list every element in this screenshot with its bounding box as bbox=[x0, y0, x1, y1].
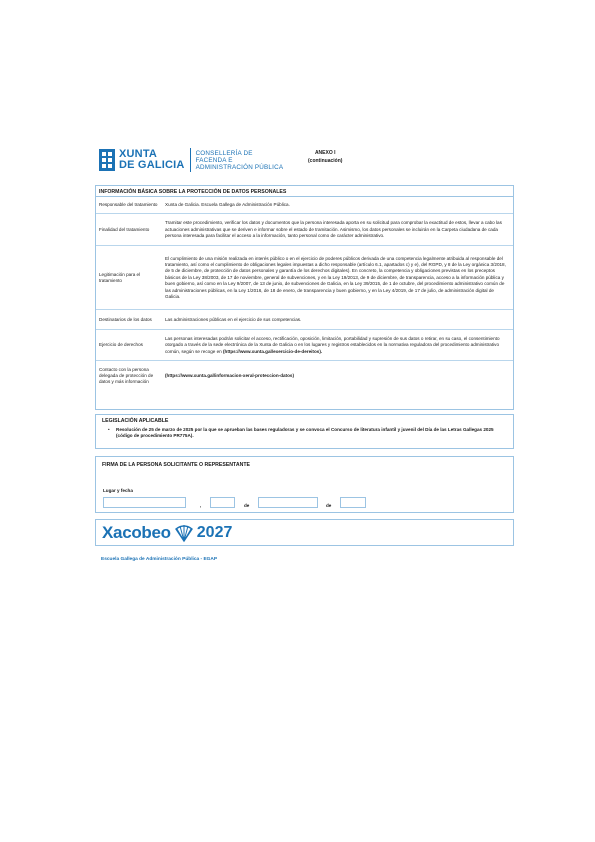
document-header bbox=[99, 146, 519, 176]
table-row bbox=[96, 330, 513, 361]
xacobeo-year: 2027 bbox=[196, 523, 233, 541]
row-value: (https://www.xunta.gal/informacion-xeral-proteccion-datos) bbox=[165, 373, 294, 379]
legislation-text: Resolución de 25 de marzo de 2025 por la que se aprueban las bases reguladoras y se convoca el Concurso de literatura infantil y juvenil del Día de las Letras Gallegas 2025 (código de procedimiento PR775A). bbox=[116, 427, 494, 439]
row-value: Las administraciones públicas en el ejercicio de sus competencias. bbox=[165, 316, 302, 322]
footer-text: Escuela Gallega de Administración Pública - EGAP bbox=[101, 557, 218, 562]
xacobeo-banner bbox=[95, 519, 514, 546]
signature-section bbox=[95, 456, 514, 513]
row-label: Finalidad del tratamiento bbox=[99, 226, 150, 232]
logo-line-2: DE GALICIA bbox=[119, 159, 185, 171]
table-row bbox=[96, 310, 513, 330]
row-value: Tramitar este procedimiento, verificar los datos y documentos que la persona interesada aporta en su solicitud para comprobar la exactitud de estos, llevar a cabo las actuaciones administrativas que se deriven e informar sobre el estado de tramitación. Asimismo, los datos personales se incluirán en la Carpeta ciudadana de cada persona interesada para facilitar el acceso a la información, tanto personal como de carácter administrativo. bbox=[165, 220, 502, 239]
row-label: Contacto con la persona delegada de protección de datos y más información bbox=[99, 367, 154, 384]
scallop-shell-icon bbox=[174, 523, 194, 543]
comma-separator: , bbox=[200, 503, 202, 508]
table-row bbox=[96, 246, 513, 310]
data-protection-table bbox=[95, 185, 514, 410]
annex-title: ANEXO I bbox=[314, 150, 336, 156]
annex-heading bbox=[308, 149, 342, 165]
de-separator-2: de bbox=[326, 503, 332, 508]
xunta-emblem-icon bbox=[99, 149, 115, 171]
row-value: El cumplimiento de una misión realizada en interés público o en el ejercicio de poderes públicos derivada de una competencia legalmente atribuida al responsable del tratamiento, así como el cumplimiento de obligaciones legales impuestas a dicho responsable (artículo 6.1, apartados c) y e), del RGPD, y 8 de la Ley orgánica 3/2018, de 5 de diciembre, de protección de datos personales y garantía de los derechos digitales). En concreto, la competencia y obligaciones previstas en los preceptos básicos de la Ley 38/2003, de 17 de noviembre, general de subvenciones, y en la Ley 19/2013, de 9 de diciembre, de transparencia, acceso a la información pública y buen gobierno, así como en la Ley 9/2007, de 13 de junio, de subvenciones de Galicia, en la Ley 39/2015, de 1 de octubre, del procedimiento administrativo común de las administraciones públicas, en la Ley 1/2016, de 18 de enero, de transparencia y buen gobierno, y en la Ley 4/2019, de 17 de julio, de administración digital de Galicia. bbox=[165, 255, 506, 300]
place-input[interactable] bbox=[103, 497, 186, 508]
annex-subtitle: (continuación) bbox=[308, 158, 343, 164]
department-name bbox=[196, 150, 284, 171]
rights-link[interactable]: https://www.xunta.gal/exercicio-de-dereitos bbox=[224, 348, 320, 354]
data-protection-title: INFORMACIÓN BÁSICA SOBRE LA PROTECCIÓN DE DATOS PERSONALES bbox=[96, 186, 513, 197]
dpo-link[interactable]: https://www.xunta.gal/informacion-xeral-proteccion-datos bbox=[166, 373, 293, 379]
rights-text: Las personas interesadas podrán solicitar el acceso, rectificación, oposición, limitación, portabilidad y supresión de sus datos o retirar, en su caso, el consentimiento otorgado a través de la sede electrónica de la Xunta de Galicia o en los lugares y registros establecidos en la normativa reguladora del procedimiento administrativo común, según se recoge en bbox=[165, 335, 500, 354]
place-date-label: Lugar y fecha bbox=[103, 488, 133, 493]
list-item bbox=[102, 427, 507, 440]
row-value: Xunta de Galicia. Escuela Gallega de Administración Pública. bbox=[165, 202, 290, 208]
row-label: Legitimación para el tratamiento bbox=[99, 271, 141, 283]
month-input[interactable] bbox=[258, 497, 318, 508]
dept-line-1: CONSELLERÍA DE bbox=[195, 149, 253, 157]
logo-line-1: XUNTA bbox=[119, 148, 158, 160]
xunta-logo bbox=[99, 148, 283, 172]
legislation-title: LEGISLACIÓN APLICABLE bbox=[102, 418, 169, 424]
day-input[interactable] bbox=[210, 497, 235, 508]
xacobeo-wordmark: Xacobeo bbox=[102, 522, 171, 542]
row-label: Ejercicio de derechos bbox=[99, 342, 143, 347]
table-row bbox=[96, 197, 513, 214]
dept-line-3: ADMINISTRACIÓN PÚBLICA bbox=[195, 163, 284, 171]
row-label: Responsable del tratamiento bbox=[99, 202, 158, 207]
row-value: Las personas interesadas podrán solicitar el acceso, rectificación, oposición, limitación, portabilidad y supresión de sus datos o retirar, en su caso, el consentimiento otorgado a través de la sede electrónica de la Xunta de Galicia o en los lugares y registros establecidos en la normativa reguladora del procedimiento administrativo común, según se recoge en (https://www.xunta.gal/exercicio-de-dereitos). bbox=[165, 335, 500, 354]
legislation-section bbox=[95, 414, 514, 449]
year-input[interactable] bbox=[340, 497, 366, 508]
logo-divider bbox=[190, 148, 191, 172]
dept-line-2: FACENDA E bbox=[195, 156, 233, 164]
row-label: Destinatarios de los datos bbox=[99, 316, 152, 322]
table-row bbox=[96, 214, 513, 246]
signature-title: FIRMA DE LA PERSONA SOLICITANTE O REPRESENTANTE bbox=[102, 462, 250, 468]
table-row bbox=[96, 361, 513, 391]
xunta-wordmark bbox=[119, 149, 185, 171]
de-separator-1: de bbox=[244, 503, 250, 508]
bullet-icon: • bbox=[108, 427, 110, 432]
